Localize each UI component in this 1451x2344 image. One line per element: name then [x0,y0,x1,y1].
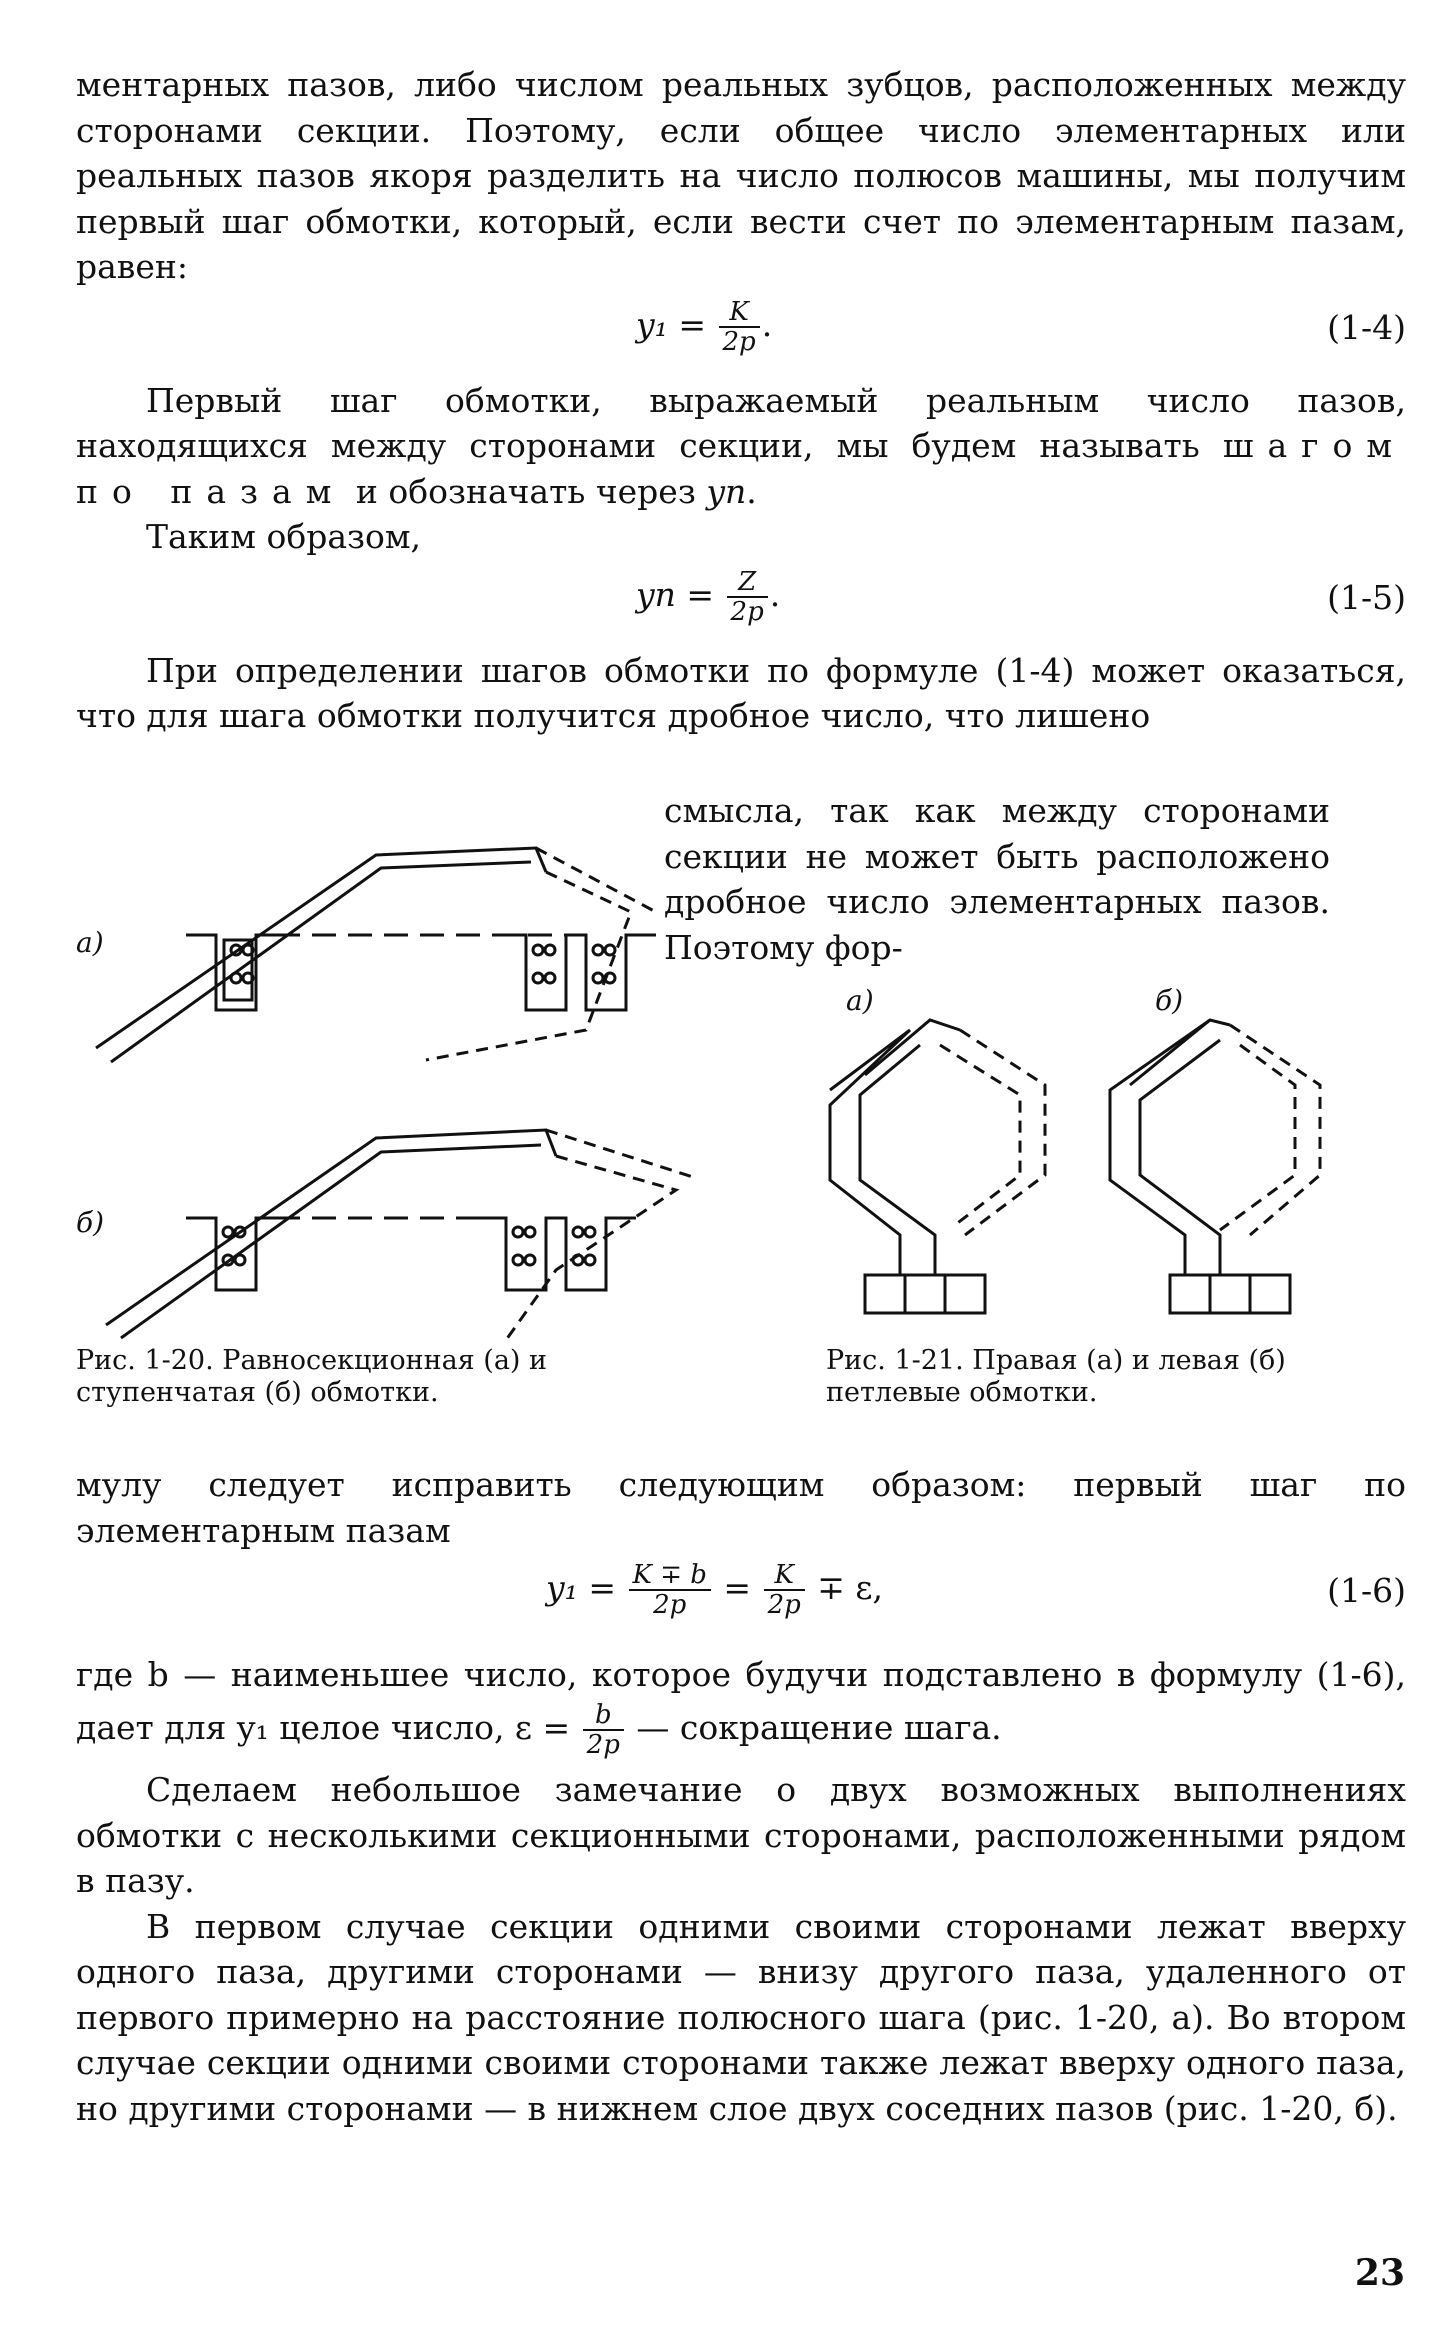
formula-numerator: Z [727,568,768,598]
paragraph-6: где b — наименьшее число, которое будучи подставлено в формулу (1-6), дает для y₁ целое число, ε = $\frac{b}{2p}$ — сокращение шага. [76,1655,1406,1760]
paragraph-4-wrap: смысла, так как между сторонами секции не может быть расположено дробное число элементарных пазов. Поэтому фор- [664,791,1330,967]
formula-numerator: K [719,298,760,328]
formula-denominator: 2p [653,1590,687,1620]
formula-label: (1-4) [1327,307,1406,347]
spaced-term: шагом по пазам [76,426,1406,511]
figure-1-20 [76,800,716,1340]
formula-lhs: yп = [636,574,715,614]
formula-label: (1-5) [1327,577,1406,617]
paragraph-2: Первый шаг обмотки, выражаемый реальным число пазов, находящихся между сторонами секции, мы будем называть шагом по пазам и обозначать через yп. [76,380,1406,511]
page-number: 23 [1354,2252,1405,2294]
formula-lhs: y₁ = [636,304,707,344]
page-body-lower [76,1462,1406,2131]
fig20-label-b: б) [76,1206,105,1239]
formula-numerator: K [764,1561,805,1591]
formula-lhs: y₁ = [546,1568,617,1607]
paragraph-7: Сделаем небольшое замечание о двух возможных выполнениях обмотки с несколькими секционными сторонами, расположенными рядом в пазу. [76,1770,1406,1900]
formula-1-6: y₁ = $\frac{K \mp b}{2p}$ = $\frac{K}{2p}$ ∓ ε, (1-6) [546,1560,1406,1620]
formula-1-5: yп = $\frac{Z}{2p}$ . (1-5) [636,566,1406,627]
fig21-label-b: б) [1155,984,1184,1017]
paragraph-5: мулу следует исправить следующим образом: первый шаг по элементарным пазам [76,1465,1406,1550]
fig20-winding-a [96,848,656,1062]
paragraph-4: При определении шагов обмотки по формуле (1-4) может оказаться, что для шага обмотки получится дробное число, что лишено [76,650,1406,735]
formula-denominator: 2p [730,596,764,627]
fig20-caption: Рис. 1-20. Равносекционная (а) и ступенчатая (б) обмотки. [76,1345,548,1408]
fig20-label-a: а) [76,926,104,959]
formula-denominator: 2p [767,1590,801,1620]
formula-numerator: K ∓ b [629,1561,711,1591]
formula-label: (1-6) [1327,1571,1406,1610]
fig21-label-a: а) [846,984,874,1017]
fig21-caption: Рис. 1-21. Правая (а) и левая (б) петлевые обмотки. [826,1345,1286,1408]
fig21-winding-b [1110,1020,1320,1313]
fig21-winding-a [830,1020,1045,1313]
page-body [76,62,1406,739]
paragraph-8: В первом случае секции одними своими сторонами лежат вверху одного паза, другими сторонами — внизу другого паза, удаленного от первого примерно на расстояние полюсного шага (рис. 1-20, а). Во втором случае секции одними своими сторонами также лежат вверху одного паза, но другими сторонами — в нижнем слое двух соседних пазов (рис. 1-20, б). [76,1906,1406,2128]
figure-1-21 [790,975,1350,1315]
fig20-winding-b [106,1130,696,1340]
paragraph-3: Таким образом, [146,517,422,556]
formula-denominator: 2p [722,326,756,357]
paragraph-1: ментарных пазов, либо числом реальных зубцов, расположенных между сторонами секции. Поэтому, если общее число элементарных или реальных пазов якоря разделить на число полюсов машины, мы получим первый шаг обмотки, который, если вести счет по элементарным пазам, равен: [76,65,1406,286]
formula-1-4: y₁ = $\frac{K}{2p}$ . (1-4) [636,296,1406,357]
